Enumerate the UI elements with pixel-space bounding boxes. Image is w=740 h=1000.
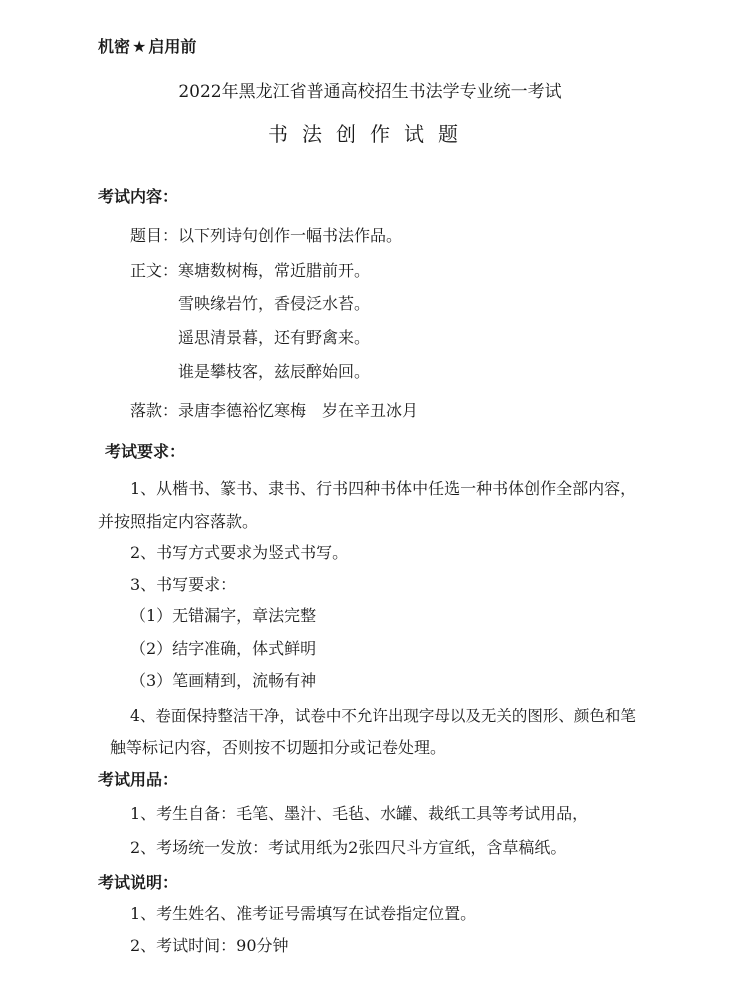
signature-label: 落款： [130,401,179,420]
supplies-item-2: 2、考场统一发放：考试用纸为2张四尺斗方宣纸，含草稿纸。 [130,838,567,857]
notes-item-1: 1、考生姓名、准考证号需填写在试卷指定位置。 [130,904,477,923]
topic-line [130,225,402,247]
requirement-1-line-1: 1、从楷书、篆书、隶书、行书四种书体中任选一种书体创作全部内容， [130,479,637,498]
topic-label: 题目： [130,226,179,245]
poem-line-1 [130,260,370,282]
topic-text: 以下列诗句创作一幅书法作品。 [178,226,403,245]
requirement-3-sub-3: （3）笔画精到，流畅有神 [130,671,317,690]
requirement-2: 2、书写方式要求为竖式书写。 [130,543,349,562]
star-icon: ★ [132,37,147,56]
notes-item-2: 2、考试时间：90分钟 [130,936,289,955]
requirement-4-line-1: 4、卷面保持整洁干净，试卷中不允许出现字母以及无关的图形、颜色和笔 [130,707,636,725]
notes-heading: 考试说明： [98,873,179,892]
poem-text-1: 寒塘数树梅，常近腊前开。 [178,261,371,280]
requirement-4-line-2: 触等标记内容，否则按不切题扣分或记卷处理。 [110,738,447,757]
requirement-3-sub-2: （2）结字准确，体式鲜明 [130,639,317,658]
confidential-label: 机密 [98,37,131,56]
requirement-1-line-2: 并按照指定内容落款。 [98,512,259,531]
before-use-label: 启用前 [148,37,197,56]
supplies-heading: 考试用品： [98,770,179,789]
poem-line-3: 遥思清景暮，还有野禽来。 [178,328,371,347]
requirements-heading: 考试要求： [105,442,186,461]
supplies-item-1: 1、考生自备：毛笔、墨汁、毛毡、水罐、裁纸工具等考试用品， [130,804,589,823]
body-label: 正文： [130,261,179,280]
signature-text: 录唐李德裕忆寒梅 岁在辛丑冰月 [178,401,419,420]
requirement-3: 3、书写要求： [130,575,237,594]
signature-line [130,400,418,422]
poem-line-4: 谁是攀枝客，兹辰醉始回。 [178,362,371,381]
content-heading: 考试内容： [98,187,179,206]
requirement-3-sub-1: （1）无错漏字，章法完整 [130,606,317,625]
confidential-header [98,36,196,58]
document-title: 2022年黑龙江省普通高校招生书法学专业统一考试 [178,82,562,102]
poem-line-2: 雪映缘岩竹，香侵泛水苔。 [178,294,371,313]
document-subtitle: 书法创作试题 [268,122,472,146]
